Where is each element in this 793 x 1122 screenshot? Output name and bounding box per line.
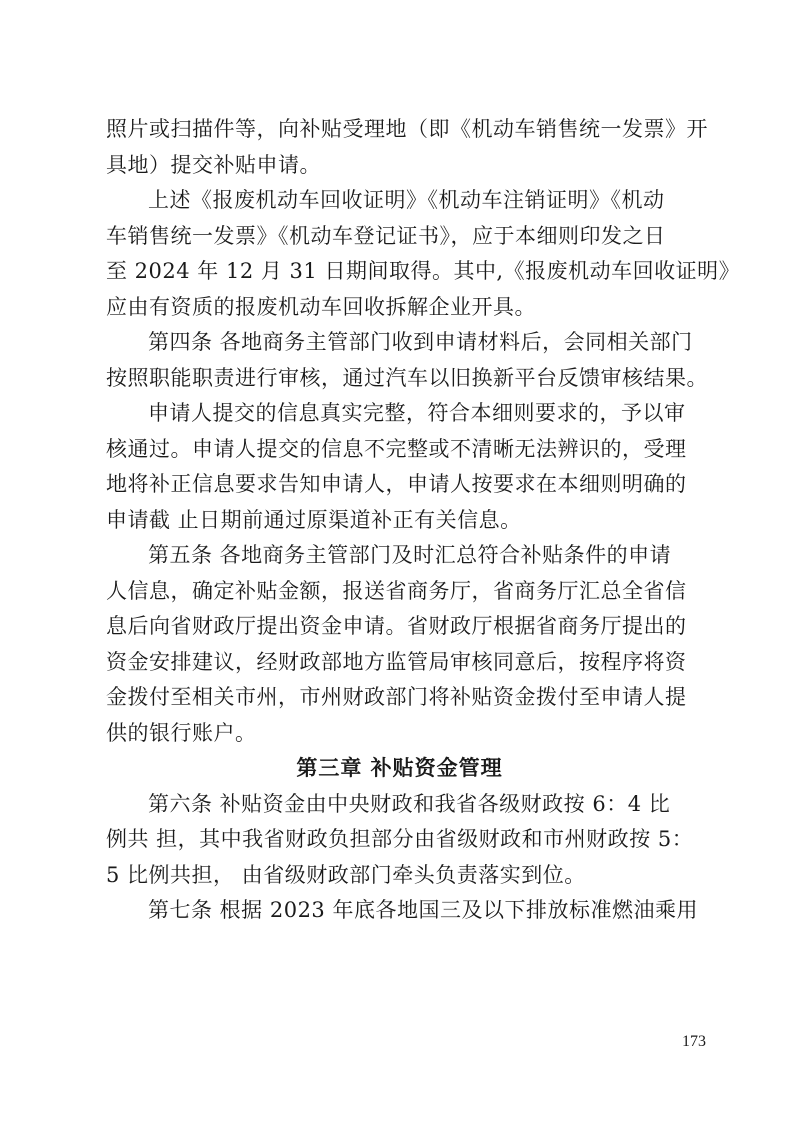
text-line: 金拨付至相关市州，市州财政部门将补贴资金拨付至申请人提 — [106, 685, 687, 709]
text-line: 息后向省财政厅提出资金申请。省财政厅根据省商务厅提出的 — [106, 614, 687, 638]
chapter-heading: 第三章 补贴资金管理 — [296, 756, 503, 780]
text-line: 第六条 补贴资金由中央财政和我省各级财政按 6：4 比 — [148, 791, 671, 816]
text-line: 车销售统一发票》《机动车登记证书》，应于本细则印发之日 — [106, 223, 666, 248]
page-number: 173 — [682, 1033, 706, 1050]
text-line: 核通过。申请人提交的信息不完整或不清晰无法辨识的，受理 — [106, 436, 687, 461]
text-line: 具地）提交补贴申请。 — [106, 152, 321, 177]
text-line: 申请人提交的信息真实完整，符合本细则要求的，予以审 — [148, 401, 686, 425]
text-line: 第七条 根据 2023 年底各地国三及以下排放标准燃油乘用 — [148, 898, 698, 922]
text-line: 上述《报废机动车回收证明》《机动车注销证明》《机动 — [148, 188, 665, 212]
text-line: 至 2024 年 12 月 31 日期间取得。其中,《报废机动车回收证明》 — [106, 259, 741, 283]
text-line: 供的银行账户。 — [106, 720, 257, 745]
text-line: 资金安排建议，经财政部地方监管局审核同意后，按程序将资 — [106, 649, 687, 674]
text-line: 第五条 各地商务主管部门及时汇总符合补贴条件的申请 — [148, 543, 672, 567]
text-line: 5 比例共担， 由省级财政部门牵头负责落实到位。 — [106, 862, 586, 887]
text-line: 按照职能职责进行审核，通过汽车以旧换新平台反馈审核结果。 — [106, 365, 708, 390]
text-line: 申请截 止日期前通过原渠道补正有关信息。 — [106, 507, 522, 532]
text-line: 照片或扫描件等，向补贴受理地（即《机动车销售统一发票》开 — [106, 117, 708, 141]
text-line: 例共 担，其中我省财政负担部分由省级财政和市州财政按 5： — [106, 827, 694, 851]
text-line: 第四条 各地商务主管部门收到申请材料后，会同相关部门 — [148, 330, 693, 354]
text-line: 地将补正信息要求告知申请人，申请人按要求在本细则明确的 — [106, 472, 687, 496]
text-line: 人信息，确定补贴金额，报送省商务厅，省商务厅汇总全省信 — [106, 578, 687, 603]
text-line: 应由有资质的报废机动车回收拆解企业开具。 — [106, 294, 536, 319]
body-text — [106, 112, 741, 929]
